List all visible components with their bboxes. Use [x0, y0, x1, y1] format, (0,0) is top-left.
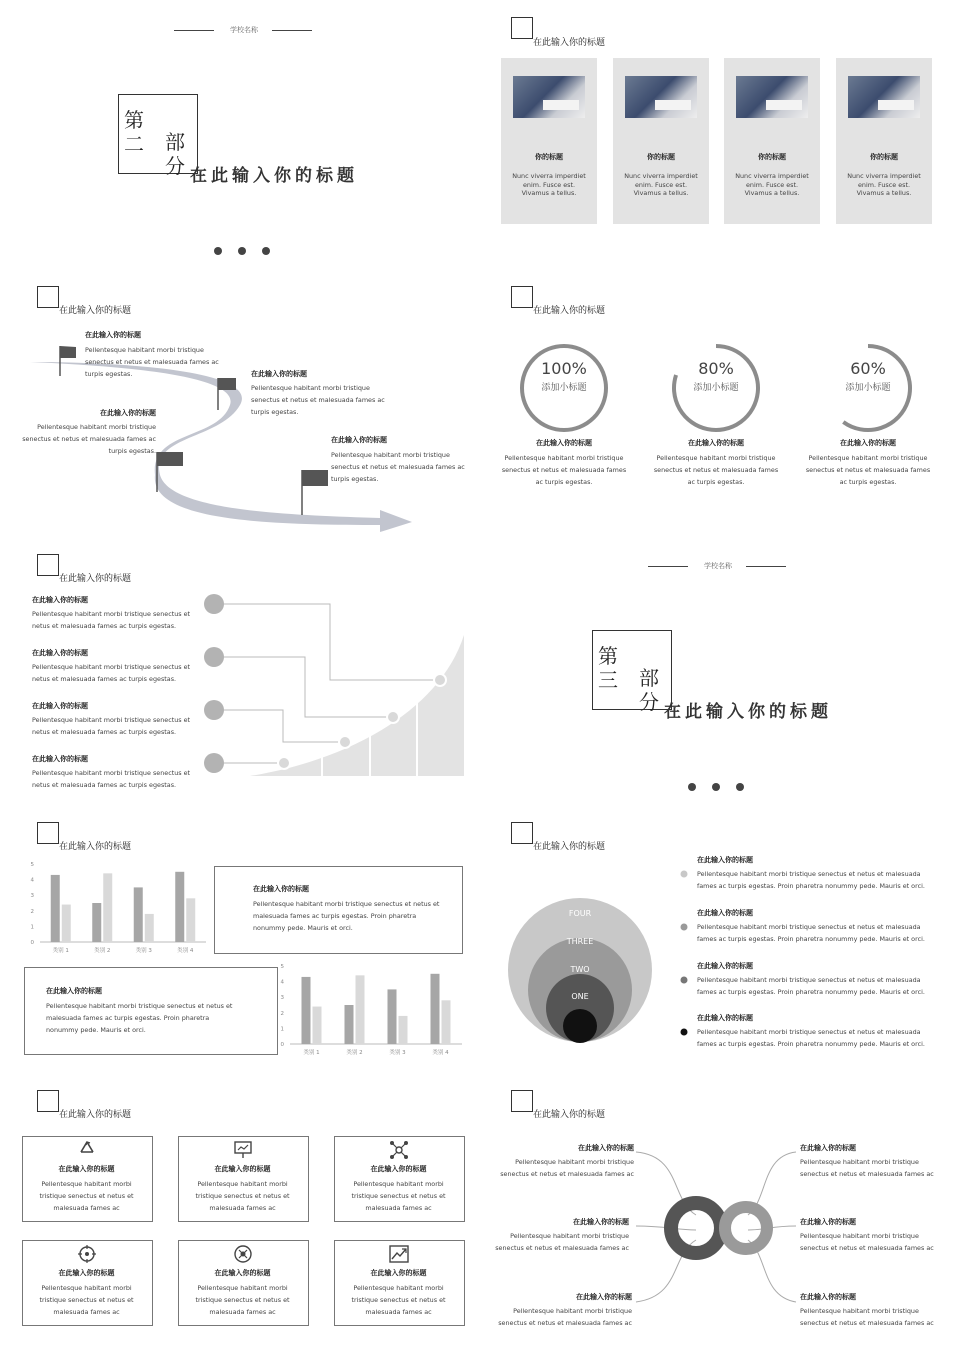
feature-title: 在此输入你的标题 — [370, 1269, 427, 1277]
section-number-bottom: 三 — [598, 668, 618, 692]
ring-value: 100% — [541, 359, 587, 378]
ring-value: 60% — [850, 359, 886, 378]
item-text: Pellentesque habitant morbi tristique senectus et netus et malesuada fames ac turpis egestas. — [22, 423, 156, 455]
ring-dark — [671, 1203, 721, 1253]
text-box-text: Pellentesque habitant morbi tristique senectus et netus et malesuada fames ac turpis egestas. Proin pharetra nonummy pede. Mauris et orci. — [253, 900, 440, 932]
section-part-top: 部 — [639, 666, 659, 690]
item-text: Pellentesque habitant morbi tristique senectus et netus et malesuada fames ac turpis egestas. — [331, 451, 465, 483]
bar — [92, 903, 101, 942]
text-box-title: 在此输入你的标题 — [253, 885, 309, 893]
ring-text: Pellentesque habitant morbi tristique senectus et netus et malesuada fames ac turpis egestas. — [501, 454, 627, 486]
growth-area — [250, 635, 464, 776]
map-item-text: Pellentesque habitant morbi tristique senectus et netus et malesuada fames ac — [800, 1307, 934, 1327]
rings-graphic — [486, 270, 960, 536]
bullet-dot — [681, 977, 688, 984]
map-item-text: Pellentesque habitant morbi tristique senectus et netus et malesuada fames ac — [498, 1307, 632, 1327]
bar — [186, 898, 195, 942]
card-title: 你的标题 — [758, 153, 786, 161]
feature-text: Pellentesque habitant morbi tristique senectus et netus et malesuada fames ac — [195, 1284, 290, 1316]
section-number-bottom: 二 — [124, 132, 144, 156]
section-number-top: 第 — [598, 644, 618, 668]
feature-text: Pellentesque habitant morbi tristique senectus et netus et malesuada fames ac — [351, 1180, 446, 1212]
card-title: 你的标题 — [647, 153, 675, 161]
dots — [214, 240, 270, 259]
network-icon — [388, 1140, 410, 1160]
step-text: Pellentesque habitant morbi tristique senectus et netus et malesuada fames ac turpis egestas. — [32, 610, 191, 630]
ring-value: 80% — [698, 359, 734, 378]
ring-text: Pellentesque habitant morbi tristique senectus et netus et malesuada fames ac turpis egestas. — [805, 454, 931, 486]
ring-light — [725, 1207, 767, 1249]
feature-text: Pellentesque habitant morbi tristique senectus et netus et malesuada fames ac — [39, 1284, 134, 1316]
ring-label: 添加小标题 — [845, 383, 891, 393]
header-box — [511, 17, 533, 39]
y-tick-label: 3 — [280, 995, 284, 1002]
school-name: 学校名称 — [230, 26, 258, 34]
item-title: 在此输入你的标题 — [85, 331, 141, 339]
card-image — [848, 76, 920, 118]
slide-bar-charts — [0, 810, 474, 1076]
step-title: 在此输入你的标题 — [32, 649, 88, 657]
target-icon — [76, 1244, 98, 1264]
header-title: 在此输入你的标题 — [59, 574, 132, 584]
feature-text: Pellentesque habitant morbi tristique senectus et netus et malesuada fames ac — [195, 1180, 290, 1212]
ring-label: 添加小标题 — [693, 383, 739, 393]
slide-section-2 — [0, 0, 474, 266]
compass-icon — [232, 1244, 254, 1264]
feature-title: 在此输入你的标题 — [214, 1165, 271, 1173]
slide-icon-boxes — [0, 1080, 474, 1346]
y-tick-label: 5 — [280, 964, 284, 970]
step-marker — [204, 594, 224, 614]
item-title: 在此输入你的标题 — [100, 409, 156, 417]
item-title: 在此输入你的标题 — [251, 370, 307, 378]
y-tick-label: 1 — [30, 924, 34, 931]
bar — [356, 975, 365, 1044]
slide-linked-rings — [486, 1080, 960, 1346]
x-tick-label: 类别 1 — [303, 1050, 320, 1056]
bullet-dot — [681, 1029, 688, 1036]
school-line-right — [272, 30, 312, 31]
feature-title: 在此输入你的标题 — [58, 1165, 115, 1173]
section-title: 在此输入你的标题 — [664, 702, 832, 722]
map-item-title: 在此输入你的标题 — [578, 1144, 634, 1152]
bar — [103, 873, 112, 942]
x-tick-label: 类别 2 — [94, 948, 111, 954]
circle-one — [563, 1009, 597, 1043]
slide-progress-rings — [486, 270, 960, 536]
circle-label-four: FOUR — [568, 909, 592, 918]
bar — [388, 989, 397, 1044]
map-item-text: Pellentesque habitant morbi tristique senectus et netus et malesuada fames ac — [500, 1158, 634, 1178]
x-tick-label: 类别 2 — [346, 1050, 363, 1056]
ring-title: 在此输入你的标题 — [536, 439, 592, 447]
bar — [442, 1000, 451, 1044]
bar — [62, 905, 71, 942]
map-item-text: Pellentesque habitant morbi tristique senectus et netus et malesuada fames ac — [800, 1158, 934, 1178]
bar — [175, 872, 184, 942]
item-text: Pellentesque habitant morbi tristique senectus et netus et malesuada fames ac turpis egestas. — [85, 346, 219, 378]
step-marker — [204, 700, 224, 720]
item-title: 在此输入你的标题 — [697, 856, 753, 864]
header-title: 在此输入你的标题 — [59, 306, 132, 316]
feature-text: Pellentesque habitant morbi tristique senectus et netus et malesuada fames ac — [351, 1284, 446, 1316]
section-part-bottom: 分 — [639, 690, 659, 714]
bullet-dot — [681, 924, 688, 931]
header-title: 在此输入你的标题 — [59, 842, 132, 852]
ring-label: 添加小标题 — [541, 383, 587, 393]
step-title: 在此输入你的标题 — [32, 702, 88, 710]
card — [613, 58, 709, 224]
y-tick-label: 1 — [280, 1026, 284, 1033]
y-tick-label: 0 — [280, 1042, 284, 1048]
flag-icon — [60, 346, 76, 376]
card — [836, 58, 932, 224]
school-line-right — [746, 566, 786, 567]
item-text: Pellentesque habitant morbi tristique senectus et netus et malesuada fames ac turpis egestas. Proin pharetra nonummy pede. Mauris et orci. — [697, 976, 925, 996]
map-item-title: 在此输入你的标题 — [800, 1293, 856, 1301]
feature-text: Pellentesque habitant morbi tristique senectus et netus et malesuada fames ac — [39, 1180, 134, 1212]
header-title: 在此输入你的标题 — [533, 1110, 606, 1120]
card-title: 你的标题 — [535, 153, 563, 161]
ring-title: 在此输入你的标题 — [840, 439, 896, 447]
bar — [51, 875, 60, 942]
map-item-text: Pellentesque habitant morbi tristique senectus et netus et malesuada fames ac — [495, 1232, 629, 1252]
y-tick-label: 0 — [30, 940, 34, 946]
slide-cards — [486, 0, 960, 266]
item-text: Pellentesque habitant morbi tristique senectus et netus et malesuada fames ac turpis egestas. — [251, 384, 385, 416]
slide-roadmap — [0, 270, 474, 536]
step-marker — [204, 753, 224, 773]
card-text: Nunc viverra imperdiet enim. Fusce est. Vivamus a tellus. — [735, 172, 809, 197]
bar-chart-bottom — [270, 958, 466, 1068]
step-text: Pellentesque habitant morbi tristique senectus et netus et malesuada fames ac turpis egestas. — [32, 716, 191, 736]
header-title: 在此输入你的标题 — [533, 842, 606, 852]
card-title: 你的标题 — [870, 153, 898, 161]
circle-label-two: TWO — [570, 965, 590, 974]
school-name: 学校名称 — [704, 562, 732, 570]
step-title: 在此输入你的标题 — [32, 755, 88, 763]
header-box — [37, 1090, 59, 1112]
road-graphic — [0, 270, 474, 536]
recycle-icon — [76, 1140, 98, 1160]
x-tick-label: 类别 1 — [52, 948, 69, 954]
feature-title: 在此输入你的标题 — [370, 1165, 427, 1173]
school-line-left — [648, 566, 688, 567]
y-tick-label: 2 — [30, 908, 34, 915]
bar — [302, 977, 311, 1044]
map-item-title: 在此输入你的标题 — [800, 1218, 856, 1226]
map-item-title: 在此输入你的标题 — [573, 1218, 629, 1226]
card-text: Nunc viverra imperdiet enim. Fusce est. Vivamus a tellus. — [512, 172, 586, 197]
card — [501, 58, 597, 224]
trend-chart-icon — [388, 1244, 410, 1264]
section-number-top: 第 — [124, 108, 144, 132]
item-title: 在此输入你的标题 — [697, 1014, 753, 1022]
section-title: 在此输入你的标题 — [190, 166, 358, 186]
section-part-bottom: 分 — [165, 154, 185, 178]
bullet-dot — [681, 871, 688, 878]
presentation-icon — [232, 1140, 254, 1160]
header-title: 在此输入你的标题 — [533, 38, 606, 48]
bar — [399, 1016, 408, 1044]
x-tick-label: 类别 3 — [135, 948, 152, 954]
step-marker — [204, 647, 224, 667]
item-title: 在此输入你的标题 — [697, 962, 753, 970]
school-line-left — [174, 30, 214, 31]
item-text: Pellentesque habitant morbi tristique senectus et netus et malesuada fames ac turpis egestas. Proin pharetra nonummy pede. Mauris et orci. — [697, 1028, 925, 1048]
bar — [145, 914, 154, 942]
bar — [431, 974, 440, 1044]
slide-steps — [0, 540, 474, 806]
card-text: Nunc viverra imperdiet enim. Fusce est. Vivamus a tellus. — [624, 172, 698, 197]
bar-chart-top — [22, 856, 212, 966]
section-part-top: 部 — [165, 130, 185, 154]
ring-text: Pellentesque habitant morbi tristique senectus et netus et malesuada fames ac turpis egestas. — [653, 454, 779, 486]
map-item-text: Pellentesque habitant morbi tristique senectus et netus et malesuada fames ac — [800, 1232, 934, 1252]
header-box — [37, 822, 59, 844]
y-tick-label: 4 — [30, 877, 34, 884]
bar — [345, 1005, 354, 1044]
text-box-text: Pellentesque habitant morbi tristique senectus et netus et malesuada fames ac turpis egestas. Proin pharetra nonummy pede. Mauris et orci. — [46, 1002, 233, 1034]
card-text: Nunc viverra imperdiet enim. Fusce est. Vivamus a tellus. — [847, 172, 921, 197]
step-title: 在此输入你的标题 — [32, 596, 88, 604]
feature-title: 在此输入你的标题 — [58, 1269, 115, 1277]
x-tick-label: 类别 4 — [432, 1050, 449, 1056]
ring-title: 在此输入你的标题 — [688, 439, 744, 447]
item-title: 在此输入你的标题 — [331, 436, 387, 444]
slide-nested-circles — [486, 810, 960, 1076]
header-title: 在此输入你的标题 — [533, 306, 606, 316]
circle-label-three: THREE — [566, 937, 594, 946]
text-box-title: 在此输入你的标题 — [46, 987, 102, 995]
feature-title: 在此输入你的标题 — [214, 1269, 271, 1277]
item-text: Pellentesque habitant morbi tristique senectus et netus et malesuada fames ac turpis egestas. Proin pharetra nonummy pede. Mauris et orci. — [697, 923, 925, 943]
y-tick-label: 2 — [280, 1010, 284, 1017]
card-image — [625, 76, 697, 118]
flag-icon — [302, 470, 328, 515]
bar — [313, 1007, 322, 1044]
bar — [134, 887, 143, 942]
x-tick-label: 类别 3 — [389, 1050, 406, 1056]
header-title: 在此输入你的标题 — [59, 1110, 132, 1120]
map-item-title: 在此输入你的标题 — [576, 1293, 632, 1301]
slide-section-3 — [486, 540, 960, 806]
step-text: Pellentesque habitant morbi tristique senectus et netus et malesuada fames ac turpis egestas. — [32, 769, 191, 789]
card-image — [736, 76, 808, 118]
x-tick-label: 类别 4 — [177, 948, 194, 954]
y-tick-label: 5 — [30, 862, 34, 868]
map-item-title: 在此输入你的标题 — [800, 1144, 856, 1152]
card-image — [513, 76, 585, 118]
step-text: Pellentesque habitant morbi tristique senectus et netus et malesuada fames ac turpis egestas. — [32, 663, 191, 683]
dots — [688, 776, 744, 795]
item-text: Pellentesque habitant morbi tristique senectus et netus et malesuada fames ac turpis egestas. Proin pharetra nonummy pede. Mauris et orci. — [697, 870, 925, 890]
item-title: 在此输入你的标题 — [697, 909, 753, 917]
y-tick-label: 4 — [280, 979, 284, 986]
circle-label-one: ONE — [571, 992, 589, 1001]
y-tick-label: 3 — [30, 893, 34, 900]
card — [724, 58, 820, 224]
